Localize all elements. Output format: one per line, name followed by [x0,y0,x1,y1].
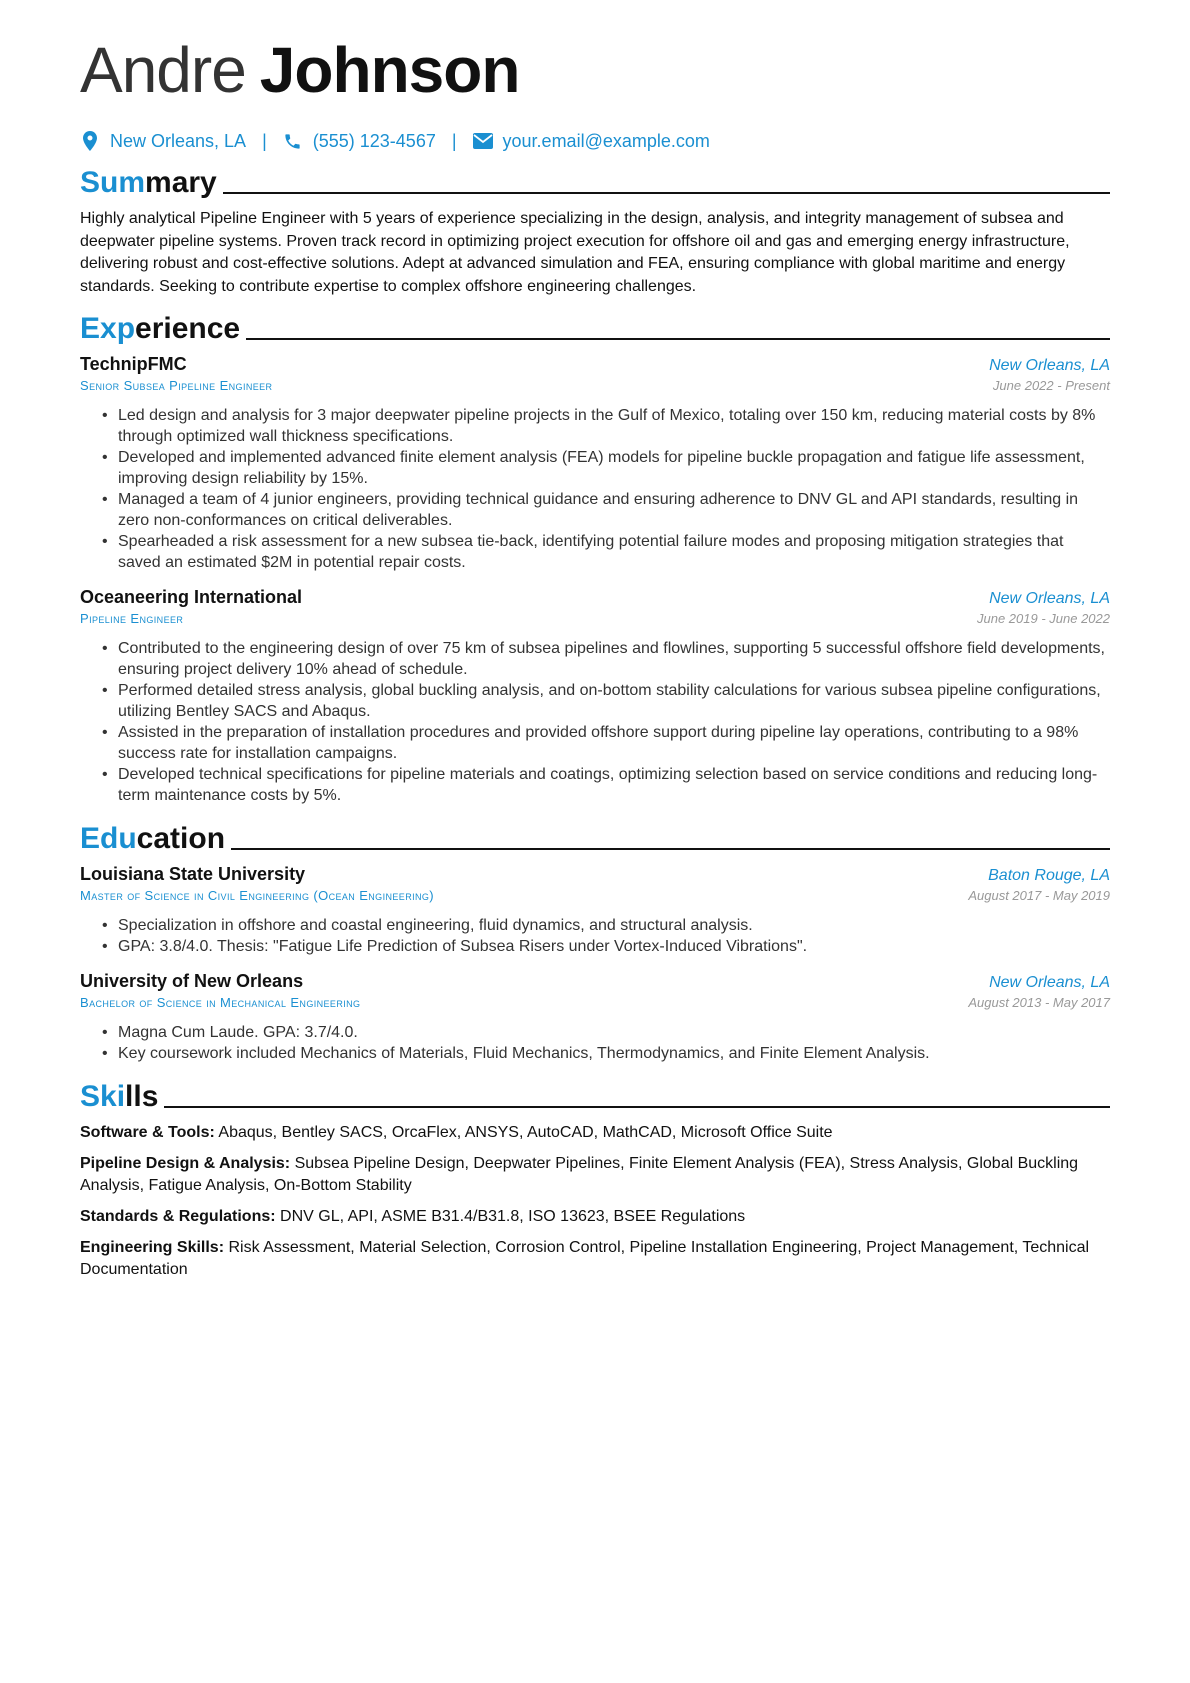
bullet-item: • Key coursework included Mechanics of Materials, Fluid Mechanics, Thermodynamics, and Finite Element Analysis. [118,1043,1110,1064]
phone-icon [283,131,303,151]
entry-date: June 2022 - Present [992,378,1110,393]
candidate-name [80,34,1110,106]
job-title: Pipeline Engineer [80,611,184,626]
section-title-experience: Exp erience [80,310,1110,344]
skill-value: Subsea Pipeline Design, Deepwater Pipelines, Finite Element Analysis (FEA), Stress Analysis, Global Buckling Analysis, Fatigue Analysis, On-Bottom Stability [80,1155,1079,1194]
bullet-item: • Specialization in offshore and coastal engineering, fluid dynamics, and structural analysis. [118,915,1110,936]
degree-title: Master of Science in Civil Engineering (Ocean Engineering) [80,888,435,903]
location-text: New Orleans, LA [110,130,247,151]
contact-separator: | [451,130,457,151]
section-rule [246,338,1110,340]
education-entry [80,864,1110,957]
section-title-education: Edu cation [80,820,1110,854]
skill-label: Pipeline Design & Analysis: [80,1155,291,1172]
bullet-item: • Spearheaded a risk assessment for a new subsea tie-back, identifying potential failure modes and proposing mitigation strategies that saved an estimated $2M in potential repair costs. [118,531,1110,573]
summary-text: Highly analytical Pipeline Engineer with 5 years of experience specializing in the design, analysis, and integrity management of subsea and deepwater pipeline systems. Proven track record in optimizing project execution for offshore oil and gas and emerging energy infrastructure, delivering robust and cost-effective solutions. Adept at advanced simulation and FEA, ensuring compliance with global maritime and energy standards. Seeking to contribute expertise to complex offshore engineering challenges. [80,210,1070,295]
employer-name: Oceaneering International [80,587,303,607]
contact-location [80,131,246,152]
bullet-item: • GPA: 3.8/4.0. Thesis: "Fatigue Life Prediction of Subsea Risers under Vortex-Induced Vibrations". [118,936,1110,957]
entry-location: New Orleans, LA [989,974,1110,991]
entry-date: August 2017 - May 2019 [968,888,1110,903]
skill-label: Software & Tools: [80,1124,215,1141]
section-title-summary: Sum mary [80,164,1110,198]
experience-entry [80,587,1110,806]
degree-title: Bachelor of Science in Mechanical Engineering [80,995,361,1010]
employer-name: TechnipFMC [80,354,187,374]
bullet-item: • Led design and analysis for 3 major deepwater pipeline projects in the Gulf of Mexico, totaling over 150 km, reducing material costs by 8% through optimized wall thickness specifications. [118,405,1110,447]
skill-group [80,1122,1110,1144]
skill-group [80,1206,1110,1228]
section-rule [223,192,1110,194]
skill-label: Engineering Skills: [80,1239,225,1256]
bullet-list [80,1022,1110,1064]
experience-entry [80,354,1110,573]
contact-email[interactable] [473,131,710,152]
map-pin-icon [80,131,100,151]
skills-list [80,1122,1110,1281]
bullet-item: • Developed and implemented advanced finite element analysis (FEA) models for pipeline buckle propagation and fatigue life assessment, improving design reliability by 15%. [118,447,1110,489]
section-title-skills: Ski lls [80,1078,1110,1112]
bullet-item: • Managed a team of 4 junior engineers, providing technical guidance and ensuring adherence to DNV GL and API standards, resulting in zero non-conformances on critical deliverables. [118,489,1110,531]
school-name: Louisiana State University [80,864,306,884]
entry-location: New Orleans, LA [989,590,1110,607]
section-rule [164,1106,1110,1108]
bullet-item: • Developed technical specifications for pipeline materials and coatings, optimizing selection based on service conditions and reducing long-term maintenance costs by 5%. [118,764,1110,806]
email-text: your.email@example.com [502,130,710,151]
job-title: Senior Subsea Pipeline Engineer [80,378,273,393]
entry-date: June 2019 - June 2022 [977,611,1110,626]
contact-separator: | [262,130,267,151]
bullet-list [80,915,1110,957]
first-name: Andre [80,34,246,106]
envelope-icon [473,131,493,151]
school-name: University of New Orleans [80,971,304,991]
section-rule [231,848,1110,850]
bullet-item: • Magna Cum Laude. GPA: 3.7/4.0. [118,1022,1110,1043]
entry-location: New Orleans, LA [989,357,1110,374]
bullet-item: • Contributed to the engineering design of over 75 km of subsea pipelines and flowlines, supporting 5 successful offshore field developments, ensuring project delivery 10% ahead of schedule. [118,638,1110,680]
bullet-item: • Performed detailed stress analysis, global buckling analysis, and on-bottom stability calculations for various subsea pipeline configurations, utilizing Bentley SACS and Abaqus. [118,680,1110,722]
skill-group [80,1237,1110,1281]
skill-value: DNV GL, API, ASME B31.4/B31.8, ISO 13623, BSEE Regulations [280,1208,746,1225]
entry-date: August 2013 - May 2017 [968,995,1110,1010]
skill-label: Standards & Regulations: [80,1208,276,1225]
skill-group [80,1153,1110,1197]
last-name: Johnson [259,34,520,106]
bullet-list [80,638,1110,806]
contact-bar [80,128,1110,154]
bullet-item: • Assisted in the preparation of installation procedures and provided offshore support during pipeline lay operations, contributing to a 98% success rate for installation campaigns. [118,722,1110,764]
skill-value: Risk Assessment, Material Selection, Corrosion Control, Pipeline Installation Engineering, Project Management, Technical Documentation [80,1239,1090,1278]
education-entry [80,971,1110,1064]
bullet-list [80,405,1110,573]
contact-phone[interactable] [283,131,436,152]
skill-value: Abaqus, Bentley SACS, OrcaFlex, ANSYS, AutoCAD, MathCAD, Microsoft Office Suite [218,1124,833,1141]
entry-location: Baton Rouge, LA [988,867,1110,884]
phone-text: (555) 123-4567 [312,130,436,151]
